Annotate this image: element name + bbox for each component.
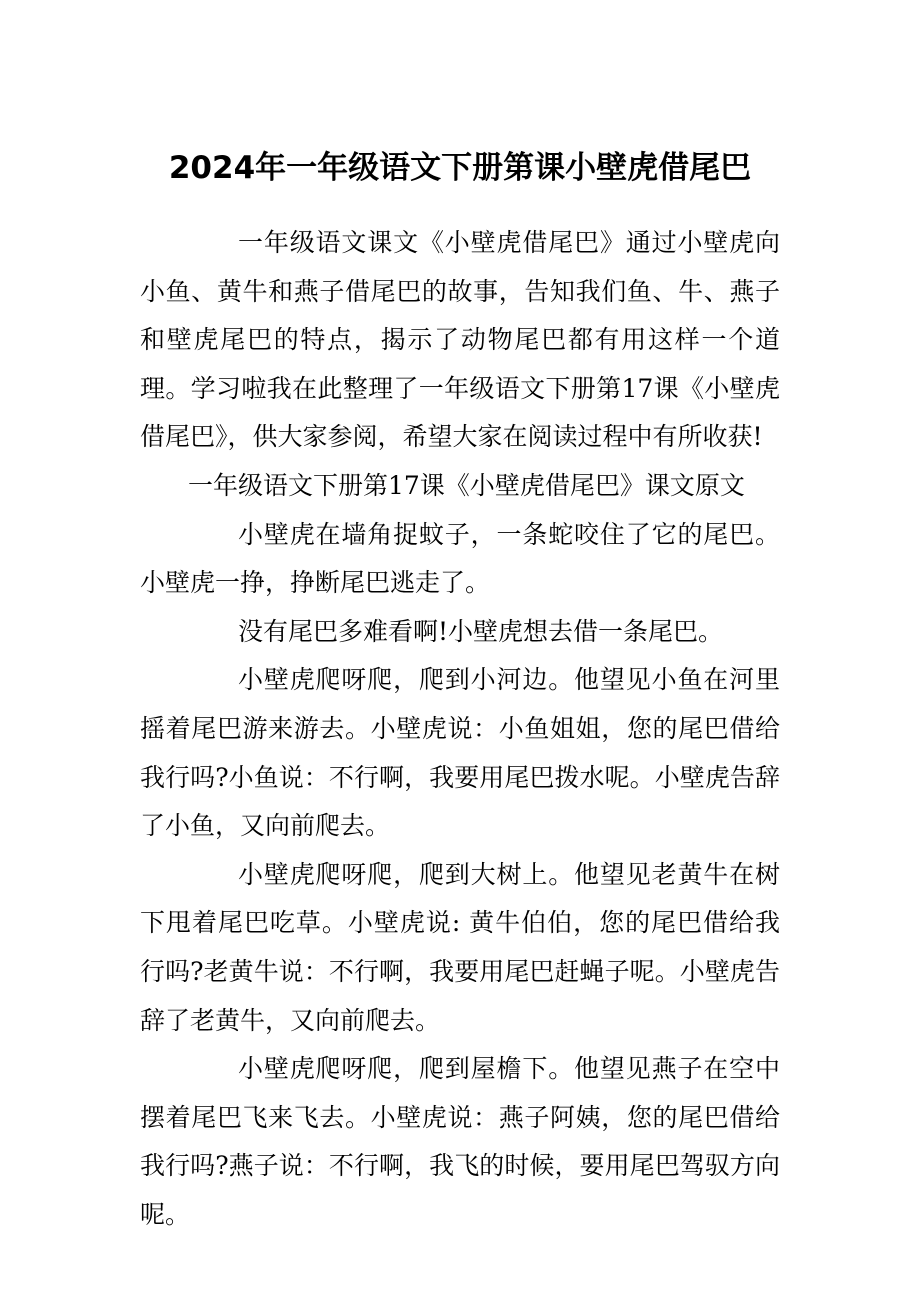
section-heading: 一年级语文下册第17课《小壁虎借尾巴》课文原文 (188, 470, 745, 500)
story-paragraph-2: 没有尾巴多难看啊!小壁虎想去借一条尾巴。 (238, 616, 724, 646)
story-paragraph-5: 小壁虎爬呀爬，爬到屋檐下。他望见燕子在空中摆着尾巴飞来飞去。小壁虎说：燕子阿姨，您的尾巴借给我行吗?燕子说：不行啊，我飞的时候，要用尾巴驾驭方向呢。 (140, 1054, 780, 1229)
story-paragraph-3: 小壁虎爬呀爬，爬到小河边。他望见小鱼在河里摇着尾巴游来游去。小壁虎说：小鱼姐姐，您的尾巴借给我行吗?小鱼说：不行啊，我要用尾巴拨水呢。小壁虎告辞了小鱼，又向前爬去。 (140, 665, 780, 841)
intro-paragraph: 一年级语文课文《小壁虎借尾巴》通过小壁虎向小鱼、黄牛和燕子借尾巴的故事，告知我们鱼、牛、燕子和壁虎尾巴的特点，揭示了动物尾巴都有用这样一个道理。学习啦我在此整理了一年级语文下册第17课《小壁虎借尾巴》，供大家参阅，希望大家在阅读过程中有所收获! (140, 228, 780, 452)
story-paragraph-4: 小壁虎爬呀爬，爬到大树上。他望见老黄牛在树下甩着尾巴吃草。小壁虎说: 黄牛伯伯，您的尾巴借给我行吗?老黄牛说：不行啊，我要用尾巴赶蝇子呢。小壁虎告辞了老黄牛，又向前爬去。 (140, 859, 780, 1035)
document-body (140, 219, 780, 1239)
document-title: 2024年一年级语文下册第课小壁虎借尾巴 (168, 150, 752, 186)
story-paragraph-1: 小壁虎在墙角捉蚊子，一条蛇咬住了它的尾巴。小壁虎一挣，挣断尾巴逃走了。 (140, 519, 780, 598)
